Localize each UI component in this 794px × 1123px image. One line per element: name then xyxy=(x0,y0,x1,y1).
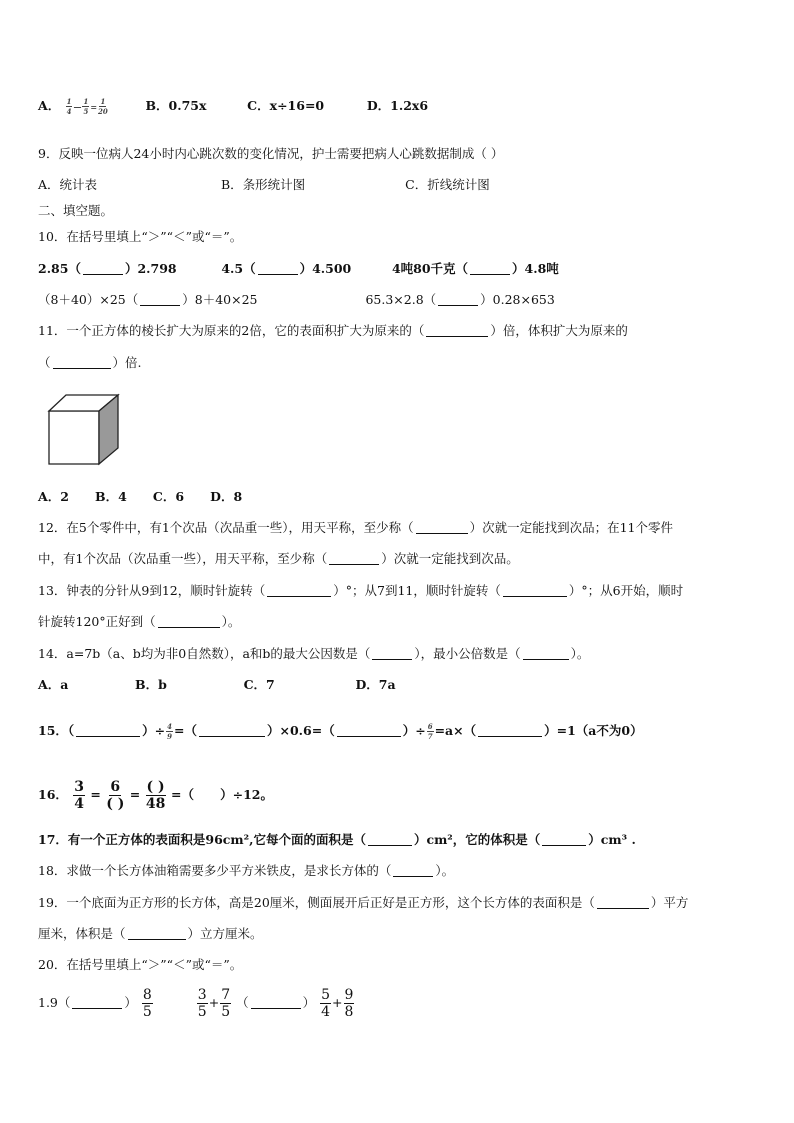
q19-line-1: 19．一个底面为正方形的长方体，高是20厘米，侧面展开后正好是正方形，这个长方体的表面积是（ ）平方 xyxy=(38,895,689,910)
q16-line: 16． $\frac{3}{4}$ = $\frac{6}{( )}$ = $\frac{( )}{48}$ =（ ）÷12。 xyxy=(38,779,273,812)
q8-a-frac3: $\frac{1}{20}$ xyxy=(98,97,108,116)
q8-a-frac1: $\frac{1}{4}$ xyxy=(66,97,72,116)
q12-line-2: 中，有1个次品（次品重一些），用天平称，至少称（ ）次就一定能找到次品。 xyxy=(38,551,519,566)
cube-figure xyxy=(46,392,126,468)
q8-a-frac2: $\frac{1}{5}$ xyxy=(83,97,89,116)
answer-blank[interactable] xyxy=(140,294,180,306)
answer-blank[interactable] xyxy=(199,725,265,737)
answer-blank[interactable] xyxy=(372,648,412,660)
q20-frac-a: $\frac{8}{5}$ xyxy=(142,987,152,1020)
q13-line-2: 针旋转120°正好到（ ）。 xyxy=(38,614,241,629)
answer-blank[interactable] xyxy=(368,834,412,846)
q14-stem: 14．a=7b（a、b均为非0自然数），a和b的最大公因数是（ ），最小公倍数是（ ）。 xyxy=(38,646,590,661)
q12-line-1: 12．在5个零件中，有1个次品（次品重一些），用天平称，至少称（ ）次就一定能找到次品；在11个零件 xyxy=(38,520,673,535)
q9-option-a[interactable]: A．统计表 xyxy=(38,177,98,192)
answer-blank[interactable] xyxy=(393,865,433,877)
q10-stem: 10．在括号里填上“＞”“＜”或“＝”。 xyxy=(38,229,243,244)
q20-stem: 20．在括号里填上“＞”“＜”或“＝”。 xyxy=(38,957,243,972)
answer-blank[interactable] xyxy=(542,834,586,846)
q14-option-d[interactable]: D．7a xyxy=(355,677,396,692)
answer-blank[interactable] xyxy=(503,585,567,597)
answer-blank[interactable] xyxy=(83,263,123,275)
q20-row: 1.9（ ） $\frac{8}{5}$ $\frac{3}{5}$ + $\frac{7}{5}$ （ ） $\frac{5}{4}$ + $\frac{9}{8}$ xyxy=(38,987,354,1020)
q14-option-b[interactable]: B．b xyxy=(135,677,167,692)
q10-row-1: 2.85（ ）2.798 4.5（ ）4.500 4吨80千克（ ）4.8吨 xyxy=(38,261,559,276)
answer-blank[interactable] xyxy=(438,294,478,306)
q8-option-a[interactable]: A． $\frac{1}{4}$ — $\frac{1}{5}$ = $\frac{1}{20}$ xyxy=(38,97,108,116)
answer-blank[interactable] xyxy=(329,553,379,565)
answer-blank[interactable] xyxy=(416,522,468,534)
q19-line-2: 厘米，体积是（ ）立方厘米。 xyxy=(38,926,263,941)
q9-options xyxy=(38,177,490,193)
q14-options xyxy=(38,677,396,693)
q9-option-b[interactable]: B．条形统计图 xyxy=(221,177,306,192)
q9-option-c[interactable]: C．折线统计图 xyxy=(405,177,490,192)
q16-frac-3[interactable]: $\frac{( )}{48}$ xyxy=(145,779,166,812)
answer-blank[interactable] xyxy=(478,725,542,737)
answer-blank[interactable] xyxy=(426,325,488,337)
q9-stem: 9．反映一位病人24小时内心跳次数的变化情况，护士需要把病人心跳数据制成（ ） xyxy=(38,146,504,161)
q8-option-d[interactable]: D．1.2x6 xyxy=(366,98,429,113)
answer-blank[interactable] xyxy=(128,928,186,940)
q14-option-a[interactable]: A．a xyxy=(38,677,69,692)
q20-frac-b: $\frac{3}{5}$ xyxy=(197,987,207,1020)
q20-frac-c: $\frac{7}{5}$ xyxy=(221,987,231,1020)
q20-frac-e: $\frac{9}{8}$ xyxy=(344,987,354,1020)
q11-options[interactable]: A．2 B．4 C．6 D．8 xyxy=(38,489,243,504)
answer-blank[interactable] xyxy=(53,357,111,369)
answer-blank[interactable] xyxy=(523,648,569,660)
q13-line-1: 13．钟表的分针从9到12，顺时针旋转（ ）°；从7到11，顺时针旋转（ ）°；从6开始，顺时 xyxy=(38,583,684,598)
q8-options xyxy=(38,98,428,115)
answer-blank[interactable] xyxy=(337,725,401,737)
q8-option-c[interactable]: C．x÷16=0 xyxy=(247,98,325,113)
q16-frac-2[interactable]: $\frac{6}{( )}$ xyxy=(106,779,125,812)
q10-row-2: （8＋40）×25（ ）8＋40×25 65.3×2.8（ ）0.28×653 xyxy=(38,292,555,307)
answer-blank[interactable] xyxy=(470,263,510,275)
q14-option-c[interactable]: C．7 xyxy=(243,677,275,692)
q18-line: 18．求做一个长方体油箱需要多少平方米铁皮，是求长方体的（ ）。 xyxy=(38,863,455,878)
answer-blank[interactable] xyxy=(267,585,331,597)
answer-blank[interactable] xyxy=(597,897,649,909)
answer-blank[interactable] xyxy=(251,997,301,1009)
q17-line: 17．有一个正方体的表面积是96cm²,它每个面的面积是（ ）cm²，它的体积是（ ）cm³ . xyxy=(38,832,636,847)
answer-blank[interactable] xyxy=(158,616,220,628)
q20-frac-d: $\frac{5}{4}$ xyxy=(321,987,331,1020)
section-heading: 二、填空题。 xyxy=(38,203,114,218)
q15-line: 15．（ ）÷ $\frac{4}{9}$ =（ ）×0.6=（ ）÷ $\frac{6}{7}$ =a×（ ）=1（a不为0） xyxy=(38,722,643,741)
answer-blank[interactable] xyxy=(72,997,122,1009)
q15-frac-2: $\frac{6}{7}$ xyxy=(427,722,433,741)
q16-frac-1: $\frac{3}{4}$ xyxy=(74,779,85,812)
q15-frac-1: $\frac{4}{9}$ xyxy=(167,722,173,741)
q11-line-1: 11．一个正方体的棱长扩大为原来的2倍，它的表面积扩大为原来的（ ）倍，体积扩大为原来的 xyxy=(38,323,628,338)
q8-option-b[interactable]: B．0.75x xyxy=(145,98,207,113)
answer-blank[interactable] xyxy=(258,263,298,275)
q11-line-2: （ ）倍. xyxy=(38,355,142,370)
answer-blank[interactable] xyxy=(76,725,140,737)
